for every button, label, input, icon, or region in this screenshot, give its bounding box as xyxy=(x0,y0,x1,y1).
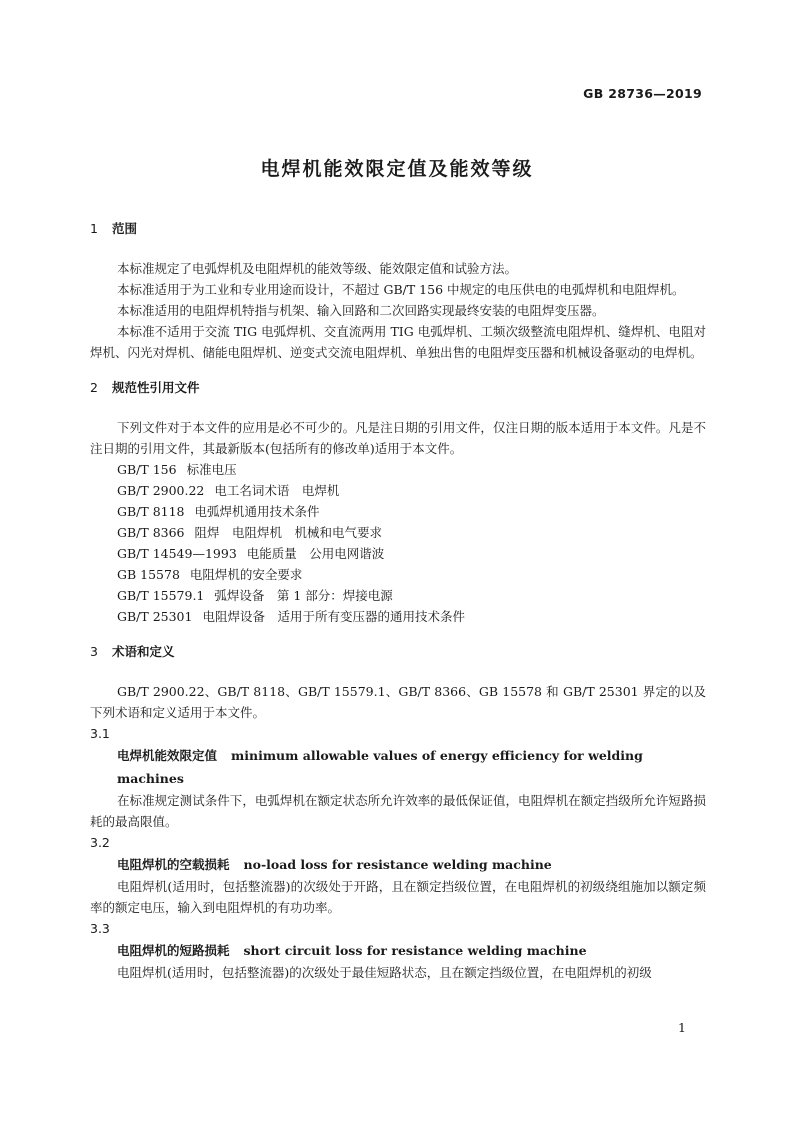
reference-code: GB/T 14549—1993 xyxy=(117,546,237,561)
term-number: 3.2 xyxy=(90,835,110,850)
reference-title: 弧焊设备 第 1 部分：焊接电源 xyxy=(214,588,393,603)
reference-code: GB/T 8118 xyxy=(117,504,185,519)
reference-item xyxy=(90,606,706,627)
section-title: 术语和定义 xyxy=(112,644,175,659)
section-number: 3 xyxy=(90,644,98,659)
term-heading xyxy=(90,744,706,790)
reference-title: 电工名词术语 电焊机 xyxy=(214,483,340,498)
term-english: no-load loss for resistance welding machine xyxy=(243,857,552,872)
reference-code: GB 15578 xyxy=(117,567,180,582)
term-chinese: 电阻焊机的空载损耗 xyxy=(117,857,230,872)
term-number: 3.1 xyxy=(90,726,110,741)
section-number: 2 xyxy=(90,380,98,395)
term-heading xyxy=(90,853,706,876)
paragraph: 下列文件对于本文件的应用是必不可少的。凡是注日期的引用文件，仅注日期的版本适用于本文件。凡是不注日期的引用文件，其最新版本(包括所有的修改单)适用于本文件。 xyxy=(90,420,706,456)
document-body xyxy=(90,218,706,983)
paragraph: 本标准不适用于交流 TIG 电弧焊机、交直流两用 TIG 电弧焊机、工频次级整流电阻焊机、缝焊机、电阻对焊机、闪光对焊机、储能电阻焊机、逆变式交流电阻焊机、单独出售的电阻焊变压器和机械设备驱动的电焊机。 xyxy=(90,324,706,360)
reference-item xyxy=(90,522,706,543)
page-number: 1 xyxy=(678,1020,686,1035)
reference-item xyxy=(90,564,706,585)
reference-title: 电阻焊机的安全要求 xyxy=(189,567,303,582)
term-chinese: 电阻焊机的短路损耗 xyxy=(117,943,230,958)
reference-title: 电阻焊设备 适用于所有变压器的通用技术条件 xyxy=(202,609,465,624)
reference-item xyxy=(90,501,706,522)
section-3-heading xyxy=(90,641,706,663)
term-number: 3.3 xyxy=(90,921,110,936)
term-english: short circuit loss for resistance welding machine xyxy=(243,943,587,958)
reference-item xyxy=(90,459,706,480)
reference-item xyxy=(90,480,706,501)
reference-code: GB/T 156 xyxy=(117,462,177,477)
section-2-heading xyxy=(90,377,706,399)
reference-title: 标准电压 xyxy=(186,462,237,477)
reference-code: GB/T 8366 xyxy=(117,525,185,540)
reference-code: GB/T 25301 xyxy=(117,609,193,624)
section-title: 范围 xyxy=(112,221,138,236)
term-definition: 电阻焊机(适用时，包括整流器)的次级处于开路，且在额定挡级位置，在电阻焊机的初级绕组施加以额定频率的额定电压，输入到电阻焊机的有功功率。 xyxy=(90,879,706,915)
reference-title: 阻焊 电阻焊机 机械和电气要求 xyxy=(194,525,383,540)
term-chinese: 电焊机能效限定值 xyxy=(117,748,218,763)
paragraph: 本标准适用于为工业和专业用途而设计，不超过 GB/T 156 中规定的电压供电的电弧焊机和电阻焊机。 xyxy=(117,282,685,297)
paragraph: 本标准适用的电阻焊机特指与机架、输入回路和二次回路实现最终安装的电阻焊变压器。 xyxy=(117,303,605,318)
paragraph: 本标准规定了电弧焊机及电阻焊机的能效等级、能效限定值和试验方法。 xyxy=(117,261,518,276)
reference-code: GB/T 15579.1 xyxy=(117,588,205,603)
reference-title: 电弧焊机通用技术条件 xyxy=(194,504,320,519)
term-definition: 电阻焊机(适用时，包括整流器)的次级处于最佳短路状态，且在额定挡级位置，在电阻焊机的初级 xyxy=(117,965,652,980)
reference-code: GB/T 2900.22 xyxy=(117,483,205,498)
term-heading xyxy=(90,939,706,962)
term-definition: 在标准规定测试条件下，电弧焊机在额定状态所允许效率的最低保证值，电阻焊机在额定挡级所允许短路损耗的最高限值。 xyxy=(90,793,706,829)
section-1-heading xyxy=(90,218,706,240)
section-number: 1 xyxy=(90,221,98,236)
document-title: 电焊机能效限定值及能效等级 xyxy=(260,158,534,180)
reference-title: 电能质量 公用电网谐波 xyxy=(246,546,385,561)
paragraph: GB/T 2900.22、GB/T 8118、GB/T 15579.1、GB/T 8366、GB 15578 和 GB/T 25301 界定的以及下列术语和定义适用于本文件。 xyxy=(90,684,706,720)
reference-item xyxy=(90,543,706,564)
section-title: 规范性引用文件 xyxy=(112,380,200,395)
term-english: minimum allowable values of energy efficiency for welding machines xyxy=(117,748,643,786)
reference-item xyxy=(90,585,706,606)
standard-number: GB 28736—2019 xyxy=(583,86,702,101)
